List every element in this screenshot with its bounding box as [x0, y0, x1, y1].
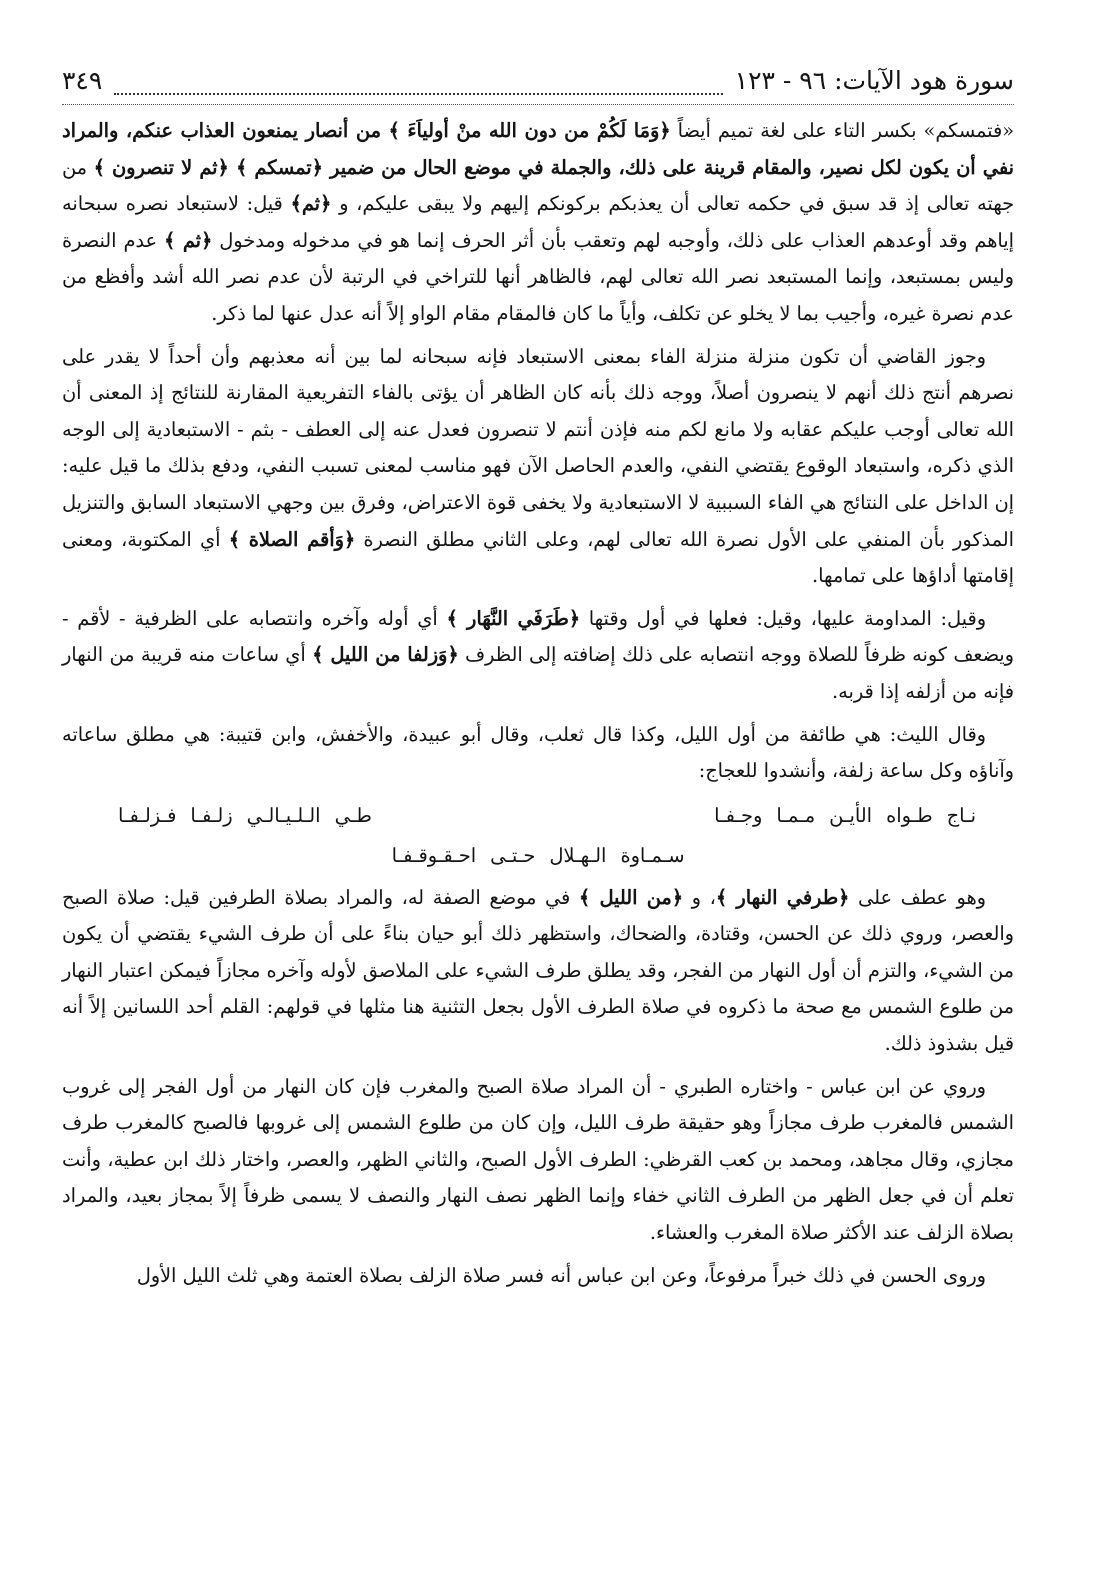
text-run: وقال الليث: هي طائفة من أول الليل، وكذا قال ثعلب، وقال أبو عبيدة، والأخفش، وابن قتيبة: هي مطلق ساعاته وآناؤه وكل ساعة زلفة، وأنشدوا للعجاج: [62, 722, 1014, 783]
quran-quote: ﴿وَمَا لَكُمْ من دون الله منْ أولياَءَ ﴾ من أنصار يمنعون العذاب عنكم، والمراد نفي أن يكون لكل نصير، والمقام قرينة على ذلك، والجملة في موضع الحال من ضمير ﴿تمسكم ﴾ ﴿ثم لا تنصرون ﴾ [62, 119, 1015, 179]
running-header [62, 64, 1014, 105]
text-run: قيل: لاستبعاد نصره سبحانه إياهم وقد أوعدهم العذاب على ذلك، وأوجبه لهم وتعقب بأن أثر الحرف إنما هو في مدخوله ومدخول [62, 192, 1014, 252]
poem-hemistich-center: سـمـاوة الـهـلال حـتـى احـقـوقـفـا [391, 843, 685, 867]
text-run: عدم النصرة وليس بمستبعد، وإنما المستبعد نصر الله تعالى لهم، فالظاهر أنها للتراخي في الرتبة لأن عدم نصر الله أشد وأفظع من عدم نصرة غيره، وأجيب بما لا يخلو عن تكلف، وأياً ما كان فالمقام مقام الواو إلاً أنه عدل عنها لما ذكر. [62, 228, 1014, 325]
quran-quote: ﴿وَزلفا من الليل ﴾ [312, 643, 459, 667]
quran-quote: ﴿ثم﴾ [290, 192, 332, 216]
text-run: من جهته تعالى إذ قد سبق في حكمه تعالى أن يعذبكم بركونكم إليهم ولا يبقى عليكم، و [62, 155, 1014, 216]
poem-line [62, 796, 1014, 836]
quran-quote: ﴿وَأقم الصلاة ﴾ [228, 527, 356, 551]
paragraph [62, 113, 1014, 333]
text-run: أي المكتوبة، ومعنى إقامتها أداؤها على تمامها. [62, 527, 1014, 588]
text-run: أي أوله وآخره وانتصابه على الظرفية - لأقم - ويضعف كونه ظرفاً للصلاة ووجه انتصابه على ذلك إضافته إلى الظرف [62, 606, 1014, 667]
quran-quote: ﴿طرفي النهار ﴾ [715, 885, 850, 909]
quran-quote: ﴿طَرَفَي النَّهَار ﴾ [446, 606, 581, 630]
document-page [62, 64, 1014, 1300]
quran-quote: ﴿ثم ﴾ [164, 228, 213, 252]
text-run: في موضع الصفة له، والمراد بصلاة الطرفين قيل: صلاة الصبح والعصر، وروي ذلك عن الحسن، وقتادة، والضحاك، واستظهر ذلك أبو حيان بناءً على أن طرف الشيء يقتضي أن يكون من الشيء، والتزم أن أول النهار من الفجر، وقد يطلق طرف الشيء على الملاصق لأوله وآخره مجازاً فيمكن اعتبار النهار من طلوع الشمس مع صحة ما ذكروه في صلاة الطرف الأول بجعل التثنية هنا مثلها في قولهم: القلم أحد اللسانين إلاً أنه قيل بشذوذ ذلك. [62, 885, 1014, 1056]
surah-title: سورة هود الآيات: ٩٦ - ١٢٣ [734, 66, 1014, 95]
poem-line [62, 836, 1014, 876]
text-run: وروى الحسن في ذلك خبراً مرفوعاً، وعن ابن عباس أنه فسر صلاة الزلف بصلاة العتمة وهي ثلث الليل الأول [136, 1263, 986, 1287]
poem-hemistich-left: طـي الـلـيـالـي زلـفـا فـزلـفـا [118, 803, 372, 827]
text-run: وهو عطف على [849, 885, 986, 909]
text-run: وقيل: المداومة عليها، وقيل: فعلها في أول وقتها [580, 606, 986, 630]
text-run: أي ساعات منه قريبة من النهار فإنه من أزلفه إذا قربه. [62, 643, 1014, 703]
text-run: ، و [683, 885, 716, 909]
header-dot-leader [114, 73, 722, 95]
text-run: وروي عن ابن عباس - واختاره الطبري - أن المراد صلاة الصبح والمغرب فإن كان النهار من أول الفجر إلى غروب الشمس فالمغرب طرف مجازاً وهو حقيقة طرف الليل، وإن كان من طلوع الشمس إلى غروبها فالصبح كالمغرب طرف مجازي، وقال مجاهد، ومحمد بن كعب القرظي: الطرف الأول الصبح، والثاني الظهر، والعصر، واختار ذلك ابن عطية، وأنت تعلم أن في جعل الظهر من الطرف الثاني خفاء وإنما الظهر نصف النهار والنصف لا يسمى ظرفاً إلاً بمجاز بعيد، والمراد بصلاة الزلف عند الأكثر صلاة المغرب والعشاء. [62, 1074, 1014, 1245]
paragraph [62, 339, 1014, 595]
poem-verse [62, 796, 1014, 876]
paragraph [62, 717, 1014, 790]
paragraph [62, 601, 1014, 711]
text-run: وجوز القاضي أن تكون منزلة منزلة الفاء بمعنى الاستبعاد فإنه سبحانه لما بين أنه معذبهم وأن أحداً لا يقدر على نصرهم أنتج ذلك أنهم لا ينصرون أصلاً، ووجه ذلك بأنه كان الظاهر أن يؤتى بالفاء التفريعية المقارنة للنتائج إذ المعنى أن الله تعالى أوجب عليكم عقابه ولا مانع لكم منه فإذن أنتم لا تنصرون فعدل عنه إلى العطف - بثم - الاستبعادية إلى الوجه الذي ذكره، واستبعاد الوقوع يقتضي النفي، والعدم الحاصل الآن فهو مناسب لمعنى تسبب النفي، ودفع بذلك ما قيل عليه: إن الداخل على النتائج هي الفاء السببية لا الاستبعادية ولا يخفى قوة الاعتراض، وفرق بين وجهي الاستبعاد السابق والتنزيل المذكور بأن المنفي على الأول نصرة الله تعالى لهم، وعلى الثاني مطلق النصرة [62, 344, 1014, 551]
body-text [62, 113, 1014, 1294]
quran-quote: ﴿من الليل ﴾ [578, 885, 684, 909]
poem-hemistich-right: نـاج طـواه الأيـن مـمـا وجـفـا [714, 803, 976, 827]
text-run: «فتمسكم» بكسر التاء على لغة تميم أيضاً [670, 119, 1014, 142]
page-number: ٣٤٩ [62, 66, 103, 95]
paragraph [62, 880, 1014, 1063]
paragraph [62, 1069, 1014, 1252]
paragraph [62, 1258, 1014, 1295]
